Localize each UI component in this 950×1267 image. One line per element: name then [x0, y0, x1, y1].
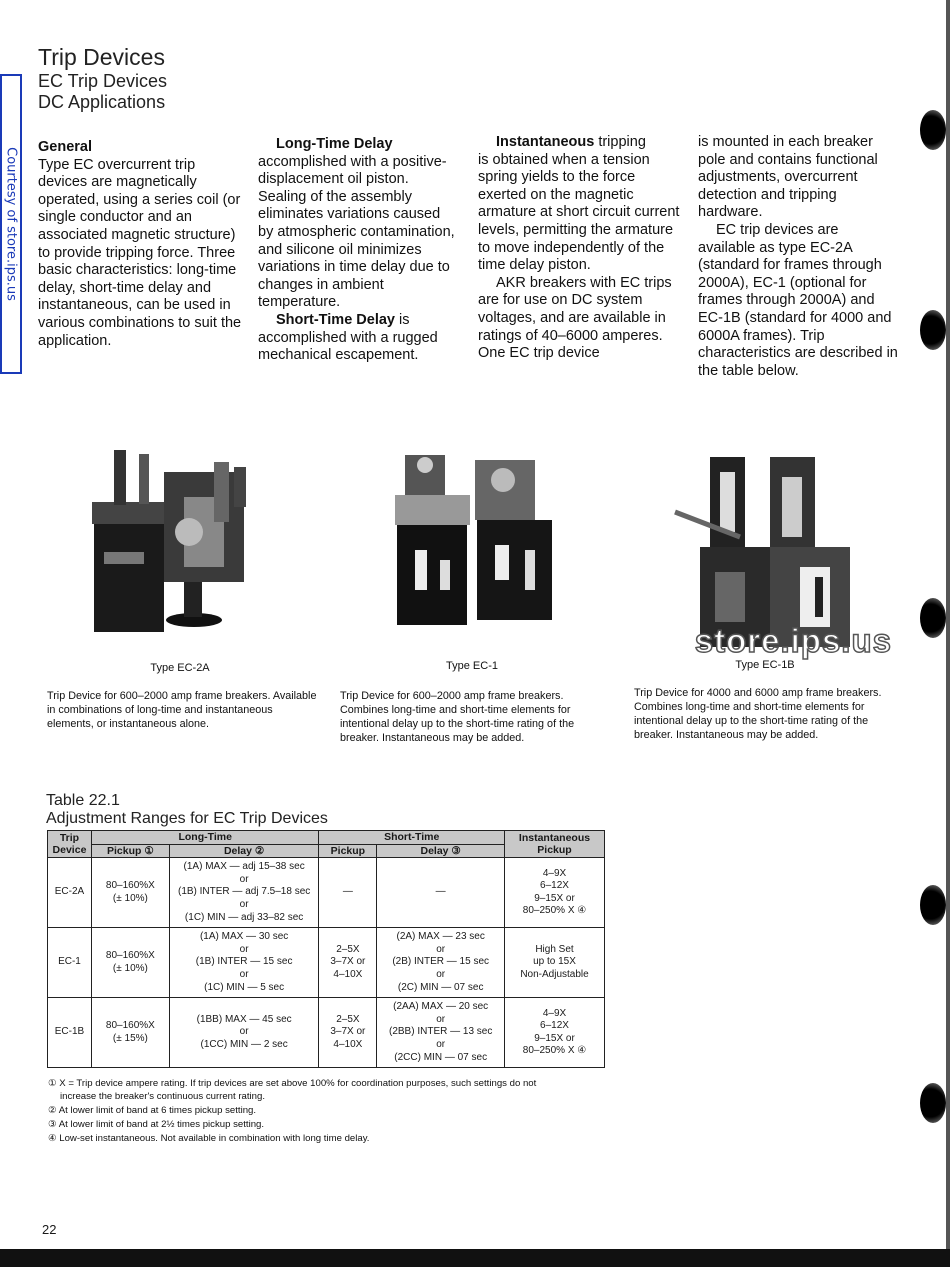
footnote-2: ② At lower limit of band at 6 times pickup setting.	[48, 1105, 257, 1116]
device-cell: EC-1B	[48, 998, 92, 1068]
ec-2a-title: Type EC-2A	[150, 662, 210, 674]
binder-hole	[920, 1083, 946, 1123]
inst-cell: High Set up to 15X Non-Adjustable	[505, 928, 605, 998]
header-lt-pickup: Pickup ①	[91, 844, 169, 858]
footnote-4: ④ Low-set instantaneous. Not available in combination with long time delay.	[48, 1133, 370, 1144]
ec-2a-desc: Trip Device for 600–2000 amp frame breakers. Available in combinations of long-time and instantaneous elements, or instantaneous alone.	[47, 690, 317, 730]
general-body: Type EC overcurrent trip devices are magnetically operated, using a series coil (or single conductor and an associated magnetic structure) to provide tripping force. Three basic characteristics: long-time delay, short-time delay and instantaneous, can be used in various combinations to suit the application.	[38, 156, 242, 349]
column-trip-types	[698, 134, 898, 380]
ec-1b-title: Type EC-1B	[735, 659, 795, 671]
column-delay	[258, 136, 458, 365]
header-short-time: Short-Time	[319, 831, 505, 845]
header-instantaneous: Instantaneous Pickup	[505, 831, 605, 858]
binder-hole	[920, 598, 946, 638]
column-instantaneous	[478, 134, 682, 363]
header-st-pickup: Pickup	[319, 844, 377, 858]
page-subtitle-1: EC Trip Devices	[38, 71, 168, 91]
short-time-body: accomplished with a rugged mechanical escapement.	[258, 329, 438, 364]
table-label: Table 22.1	[46, 792, 120, 809]
inst-cell: 4–9X 6–12X 9–15X or 80–250% X ④	[505, 998, 605, 1068]
ec-1b-desc: Trip Device for 4000 and 6000 amp frame breakers. Combines long-time and short-time elements for intentional delay up to the short-time rating of the breaker. Instantaneous may be added.	[634, 687, 882, 741]
header-lt-delay: Delay ②	[169, 844, 319, 858]
table-row	[48, 928, 605, 998]
ec-1-title: Type EC-1	[446, 660, 498, 672]
column-general	[38, 139, 246, 350]
binder-hole	[920, 885, 946, 925]
instantaneous-heading: Instantaneous	[496, 134, 595, 150]
mounting-body: is mounted in each breaker pole and contains functional adjustments, overcurrent detection and tripping hardware.	[698, 134, 878, 221]
page-number: 22	[42, 1222, 57, 1237]
pickup-cell: 80–160%X (± 10%)	[91, 928, 169, 998]
delay-cell: (1BB) MAX — 45 sec or (1CC) MIN — 2 sec	[169, 998, 319, 1068]
footnote-1: ① X = Trip device ampere rating. If trip devices are set above 100% for coordination purposes, such settings do not	[48, 1078, 537, 1089]
instantaneous-body: is obtained when a tension spring yields to the force exerted on the magnetic armature at short circuit current levels, permitting the armature to move independently of the time delay piston.	[478, 151, 680, 274]
general-heading: General	[38, 139, 92, 155]
device-cell: EC-1	[48, 928, 92, 998]
footnote-3: ③ At lower limit of band at 2½ times pickup setting.	[48, 1119, 265, 1130]
bottom-scan-edge	[0, 1249, 950, 1267]
delay-cell: (1A) MAX — adj 15–38 sec or (1B) INTER — adj 7.5–18 sec or (1C) MIN — adj 33–82 sec	[169, 858, 319, 928]
ec-2a-photo	[84, 442, 264, 642]
short-time-body-lead: is	[395, 311, 410, 328]
header-trip-device: Trip Device	[48, 831, 92, 858]
store-watermark: store.ips.us	[694, 622, 892, 659]
table-row	[48, 998, 605, 1068]
inst-cell: 4–9X 6–12X 9–15X or 80–250% X ④	[505, 858, 605, 928]
courtesy-banner	[0, 74, 22, 374]
header-st-delay: Delay ③	[377, 844, 505, 858]
device-cell: EC-2A	[48, 858, 92, 928]
instantaneous-body-lead: tripping	[594, 134, 646, 150]
st-delay-cell: —	[377, 858, 505, 928]
pickup-cell: 80–160%X (± 10%)	[91, 858, 169, 928]
page-subtitle-2: DC Applications	[38, 92, 166, 112]
ec-1-desc: Trip Device for 600–2000 amp frame breakers. Combines long-time and short-time elements for intentional delay up to the short-time rating of the breaker. Instantaneous may be added.	[340, 690, 575, 744]
akr-body: AKR breakers with EC trips are for use on DC system voltages, and are available in ratings of 40–6000 amperes. One EC trip device	[478, 274, 672, 362]
footnote-1-cont: increase the breaker's continuous current rating.	[60, 1091, 266, 1102]
st-delay-cell: (2AA) MAX — 20 sec or (2BB) INTER — 13 sec or (2CC) MIN — 07 sec	[377, 998, 505, 1068]
page-edge	[946, 0, 950, 1267]
delay-cell: (1A) MAX — 30 sec or (1B) INTER — 15 sec or (1C) MIN — 5 sec	[169, 928, 319, 998]
page-title: Trip Devices	[38, 44, 165, 70]
binder-hole	[920, 310, 946, 350]
table-row	[48, 858, 605, 928]
header-long-time: Long-Time	[91, 831, 318, 845]
st-delay-cell: (2A) MAX — 23 sec or (2B) INTER — 15 sec or (2C) MIN — 07 sec	[377, 928, 505, 998]
binder-hole	[920, 110, 946, 150]
pickup-cell: 80–160%X (± 15%)	[91, 998, 169, 1068]
courtesy-text: Courtesy of store.ips.us	[3, 147, 19, 301]
table-title: Adjustment Ranges for EC Trip Devices	[46, 810, 328, 827]
st-pickup-cell: —	[319, 858, 377, 928]
st-pickup-cell: 2–5X 3–7X or 4–10X	[319, 928, 377, 998]
long-time-heading: Long-Time Delay	[276, 136, 393, 152]
trip-types-body: EC trip devices are available as type EC-2A (standard for frames through 2000A), EC-1 (optional for frames through 2000A) and EC-1B (standard for 4000 and 6000A frames). Trip characteristics are described in the table below.	[698, 221, 898, 379]
adjustment-table	[47, 830, 605, 1068]
st-pickup-cell: 2–5X 3–7X or 4–10X	[319, 998, 377, 1068]
short-time-heading: Short-Time Delay	[276, 311, 395, 328]
ec-1-photo	[385, 440, 565, 640]
long-time-body: accomplished with a positive-displacement oil piston. Sealing of the assembly eliminates variations caused by atmospheric contamination, and silicone oil minimizes variations in time delay due to changes in ambient temperature.	[258, 153, 455, 311]
